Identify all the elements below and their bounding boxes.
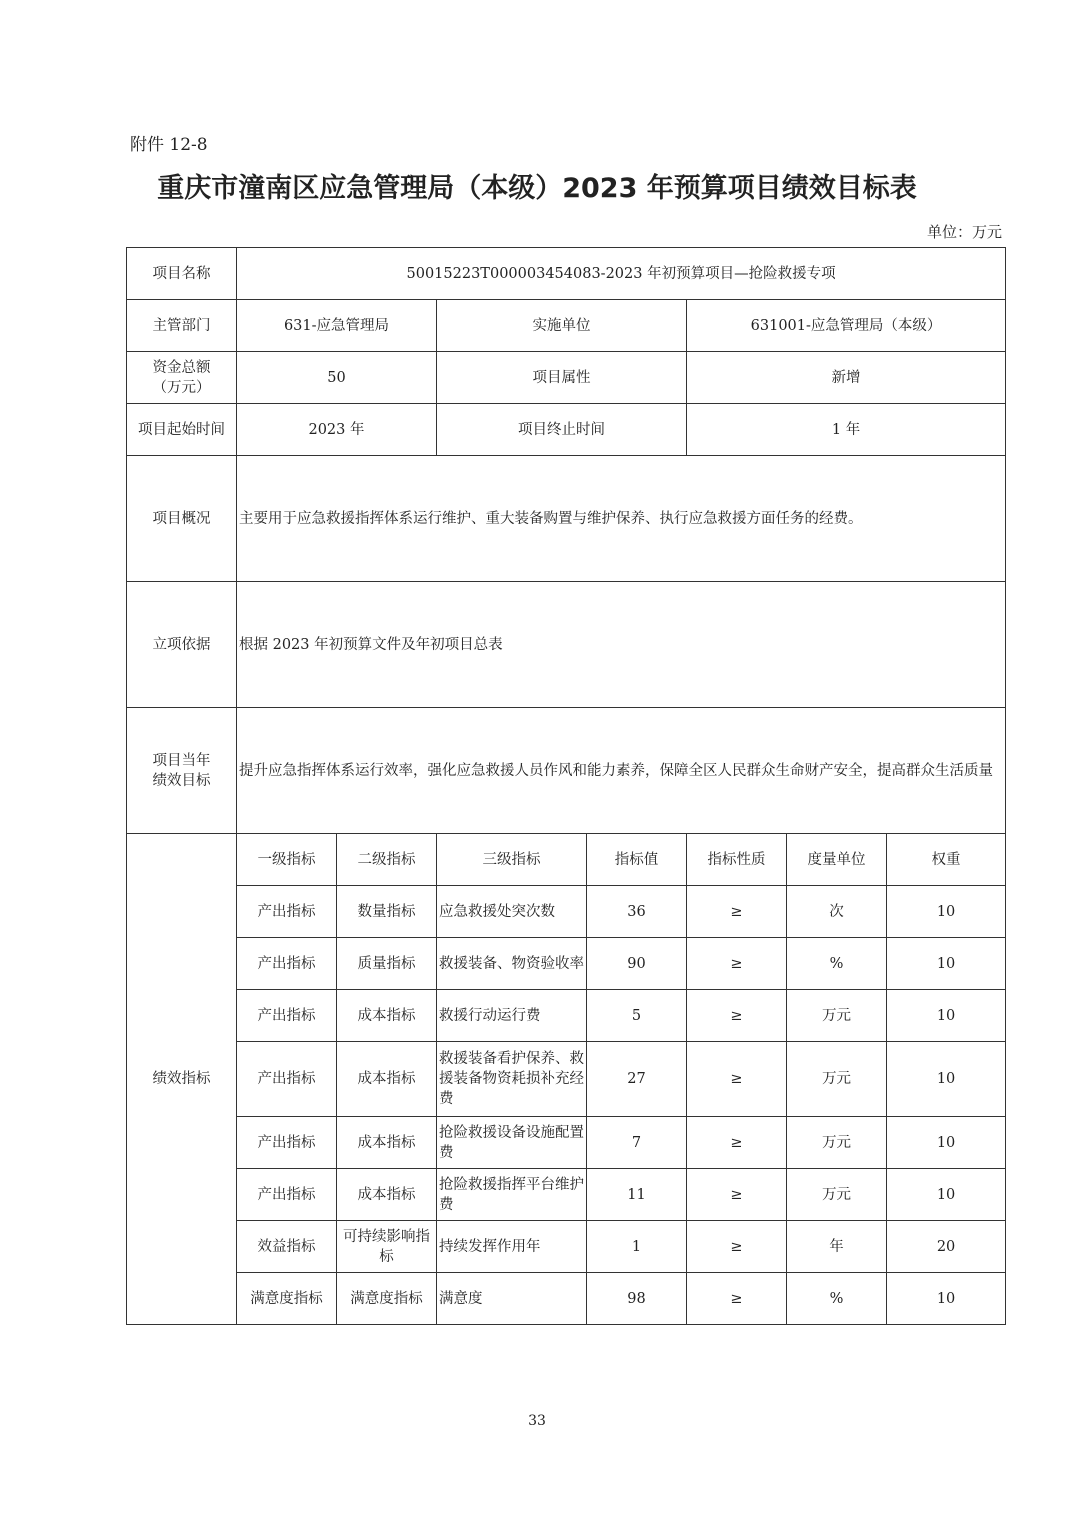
nature: ≥ xyxy=(687,938,787,990)
unit: 万元 xyxy=(787,1042,887,1117)
level2: 质量指标 xyxy=(337,938,437,990)
table-row xyxy=(127,938,1006,990)
table-row xyxy=(127,1042,1006,1117)
impl-label: 实施单位 xyxy=(437,300,687,352)
page-title: 重庆市潼南区应急管理局（本级）2023 年预算项目绩效目标表 xyxy=(157,173,917,204)
unit: 万元 xyxy=(787,990,887,1042)
dept-value: 631-应急管理局 xyxy=(237,300,437,352)
table-row xyxy=(127,1117,1006,1169)
unit-label: 单位：万元 xyxy=(926,223,1002,241)
row-fund xyxy=(127,352,1006,404)
weight: 10 xyxy=(887,1042,1006,1117)
table-row xyxy=(127,1169,1006,1221)
level3: 救援行动运行费 xyxy=(437,990,587,1042)
weight: 10 xyxy=(887,1273,1006,1325)
value: 98 xyxy=(587,1273,687,1325)
unit: % xyxy=(787,938,887,990)
level1: 产出指标 xyxy=(237,1117,337,1169)
row-dept xyxy=(127,300,1006,352)
level1: 产出指标 xyxy=(237,886,337,938)
weight: 10 xyxy=(887,1117,1006,1169)
level1: 产出指标 xyxy=(237,1169,337,1221)
unit: % xyxy=(787,1273,887,1325)
header-level1: 一级指标 xyxy=(237,834,337,886)
goal-label xyxy=(127,708,237,834)
level2: 满意度指标 xyxy=(337,1273,437,1325)
nature: ≥ xyxy=(687,1169,787,1221)
level3: 应急救援处突次数 xyxy=(437,886,587,938)
unit: 万元 xyxy=(787,1117,887,1169)
overview-label: 项目概况 xyxy=(127,456,237,582)
goal-label-text: 项目当年绩效目标 xyxy=(152,752,211,789)
header-unit: 度量单位 xyxy=(787,834,887,886)
weight: 20 xyxy=(887,1221,1006,1273)
performance-table xyxy=(126,247,1006,1325)
project-name-value: 50015223T000003454083-2023 年初预算项目—抢险救援专项 xyxy=(237,248,1006,300)
level1: 产出指标 xyxy=(237,1042,337,1117)
fund-label xyxy=(127,352,237,404)
unit: 年 xyxy=(787,1221,887,1273)
attr-label: 项目属性 xyxy=(437,352,687,404)
row-basis xyxy=(127,582,1006,708)
nature: ≥ xyxy=(687,886,787,938)
level3: 抢险救援设备设施配置费 xyxy=(437,1117,587,1169)
level3: 救援装备、物资验收率 xyxy=(437,938,587,990)
goal-value: 提升应急指挥体系运行效率，强化应急救援人员作风和能力素养，保障全区人民群众生命财产安全，提高群众生活质量 xyxy=(237,708,1006,834)
value: 1 xyxy=(587,1221,687,1273)
level2: 成本指标 xyxy=(337,1042,437,1117)
page-number: 33 xyxy=(528,1413,546,1429)
end-value: 1 年 xyxy=(687,404,1006,456)
nature: ≥ xyxy=(687,1117,787,1169)
header-level2: 二级指标 xyxy=(337,834,437,886)
nature: ≥ xyxy=(687,1042,787,1117)
attr-value: 新增 xyxy=(687,352,1006,404)
table-row xyxy=(127,990,1006,1042)
level2: 成本指标 xyxy=(337,1117,437,1169)
project-name-label: 项目名称 xyxy=(127,248,237,300)
table-row xyxy=(127,1273,1006,1325)
level2: 可持续影响指标 xyxy=(337,1221,437,1273)
indicators-section-label: 绩效指标 xyxy=(127,834,237,1325)
value: 90 xyxy=(587,938,687,990)
unit: 万元 xyxy=(787,1169,887,1221)
table-row xyxy=(127,1221,1006,1273)
basis-value: 根据 2023 年初预算文件及年初项目总表 xyxy=(237,582,1006,708)
header-weight: 权重 xyxy=(887,834,1006,886)
level3: 救援装备看护保养、救援装备物资耗损补充经费 xyxy=(437,1042,587,1117)
level1: 效益指标 xyxy=(237,1221,337,1273)
row-goal xyxy=(127,708,1006,834)
value: 36 xyxy=(587,886,687,938)
header-level3: 三级指标 xyxy=(437,834,587,886)
row-overview xyxy=(127,456,1006,582)
attachment-label: 附件 12-8 xyxy=(130,135,208,155)
fund-value: 50 xyxy=(237,352,437,404)
value: 7 xyxy=(587,1117,687,1169)
level3: 满意度 xyxy=(437,1273,587,1325)
indicator-header-row xyxy=(127,834,1006,886)
nature: ≥ xyxy=(687,1273,787,1325)
weight: 10 xyxy=(887,1169,1006,1221)
dept-label: 主管部门 xyxy=(127,300,237,352)
weight: 10 xyxy=(887,886,1006,938)
level2: 成本指标 xyxy=(337,990,437,1042)
nature: ≥ xyxy=(687,1221,787,1273)
header-nature: 指标性质 xyxy=(687,834,787,886)
level2: 成本指标 xyxy=(337,1169,437,1221)
end-label: 项目终止时间 xyxy=(437,404,687,456)
value: 11 xyxy=(587,1169,687,1221)
fund-label-text: 资金总额（万元） xyxy=(152,359,211,396)
impl-value: 631001-应急管理局（本级） xyxy=(687,300,1006,352)
level1: 产出指标 xyxy=(237,938,337,990)
table-row xyxy=(127,886,1006,938)
value: 27 xyxy=(587,1042,687,1117)
row-project-name xyxy=(127,248,1006,300)
row-time xyxy=(127,404,1006,456)
weight: 10 xyxy=(887,990,1006,1042)
start-value: 2023 年 xyxy=(237,404,437,456)
header-value: 指标值 xyxy=(587,834,687,886)
unit: 次 xyxy=(787,886,887,938)
level1: 满意度指标 xyxy=(237,1273,337,1325)
weight: 10 xyxy=(887,938,1006,990)
level1: 产出指标 xyxy=(237,990,337,1042)
basis-label: 立项依据 xyxy=(127,582,237,708)
value: 5 xyxy=(587,990,687,1042)
level3: 持续发挥作用年 xyxy=(437,1221,587,1273)
level2: 数量指标 xyxy=(337,886,437,938)
overview-value: 主要用于应急救援指挥体系运行维护、重大装备购置与维护保养、执行应急救援方面任务的经费。 xyxy=(237,456,1006,582)
level3: 抢险救援指挥平台维护费 xyxy=(437,1169,587,1221)
nature: ≥ xyxy=(687,990,787,1042)
start-label: 项目起始时间 xyxy=(127,404,237,456)
